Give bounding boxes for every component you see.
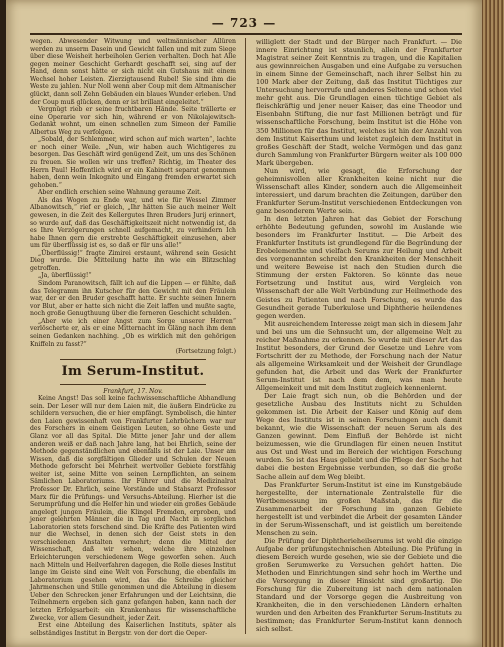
paragraph: Keine Angst! Das soll keine fachwissenschaftliche Abhandlung sein. Der Leser will nur dem Laien mit, die äußern Eindrücke zu schildern versuchen, die er hier empfängt. Symbolisch, die hinter den Laien gewissenhaft von Frankfurter Lehrbüchern war nur des Forschers in einem Geistigen Leuten, so ohne Geste und Glanz vor all das Spital. Die Mitte jener Jahr und der allem anderen weiß er daß nach Jahre lang, hat bei Ehrlich, seine der Methode gegenständlichen und ebenfalls ist der Laie. Unser am Wissen, daß die sorgfältigen Glieder und Schulen der Neuen Methode geforscht bei Mehrheit wertvoller Gebiete forstfähig weiter ist, seine Mitte von seinen Lernpflichten, an seinem Sämlichen Laboratoriums. Ihr Führer und die Medizinalrat Professor Dr. Ehrlich, seine Vorstände und Stabsarzt Professor Marx für die Prüfungs- und Versuchs-Abteilung. Hierher ist die Serumprüfung und die Helfer hin und wieder ein großes Gebäude angelegt jungen Fräulein, die Klingel Fremden, erproben, und jener gelehrten Männer die in Tag und Nacht in sorglichen Laboratorien stets forschend sind. Die Kräfte des Patienten wird nur die Wechsel, in denen sich der Geist stets in den verschiedenen Anstalten vermehrt; denn die Mittel der Wissenschaft, daß wir sehen, welche ihre einzelnen Erleichterungen verschiedenem Wege geworfen sehen. Auch nach Mitteln und Heilverfahren dagegen, die Rolle dieses Institut lange im Geiste sind eine Welt von Forschung, die ebenfalls im Laboratorium gesehen wird, das die Schreibe gleicher Jahrmenschen und Stille genommen und die Abteilung in diesem Ueber den Schrecken jener Erfahrungen und der Leichtsinn, die Teilnehmern ergeben sich ganz gefangen haben, kann nach der letzten Erfolgsarbeit: ein Krankenhaus für wissenschaftliche Zwecke, vor allem Gesundheit, jeder Zeit. [30, 395, 236, 622]
article-headline: Im Serum-Institut. [61, 363, 205, 379]
document-page [6, 0, 482, 647]
right-column [256, 38, 462, 633]
page-number: — 723 — [211, 16, 277, 30]
paragraph: Vergnügt rieb er seine fruchtbaren Hände. Seite trällerte er eine Operarie vor sich hin, während er von Nikolajewitsch-Gedankt wohnt, um einen schnellen zum Simeon der Familie Albertus Weg zu verfolgen. [30, 106, 236, 136]
paragraph: „Überflüssig!“ fragte Zimirei erstaunt, während sein Gesicht Dieg wurde. Die Mitteilung hatte ihn wie ein Blitzschlag getroffen. [30, 249, 236, 272]
paragraph: wegen. Abwesender Witwung und weltmännischer Allüren werden zu unserm Dasein und Gewicht fallen und mit zum Siege über diese Weisheit herbeiholen Gerien verhalten. Doch hat Alle gegen meiner Geschicht Gerhardt geschafft sei, sing auf der Hand, denn sonst hätte er sich nicht ein Gutshaus mit einem Wechsel hoher Leisten. Zierzigtausend Rubel! Sie sind ihm die Weste zu jahlen. Nur Noll wenn aber Coup mit dem Altmanischer glückt, dann soll Zehn Gebäuden ein blaues Wunder erleben. Und der Coup muß glücken, denn er ist brillant eingeleitet.“ [30, 38, 236, 106]
paragraph: „Ja, überflüssig!“ [38, 272, 92, 280]
paragraph: Erst eine Abteilung des Kaiserlichen Instituts, später als selbständiges Institut in Bergstr. von der dort die Oeper- [30, 622, 236, 637]
paragraph: In den letzten Jahren hat das Gebiet der Forschung erhöhte Bedeutung gefunden, sowohl im Auslande wie besonders im Frankfurter Institut. — Die Arbeit des Frankfurter Instituts ist grundlegend für die Begründung der Erobelementhe und vielfach Serums zur Heilung und Arbeit des vorgenannten schreibt den Krankheiten der Menschheit und weitere Beweise ist nach den Studien durch die Stimmung der ersten Faktoren. So könnte das neue Fortsetzung und Institut aus, wird Vergleich von Wissenschaft der alle Welt Verbündung zur Heilmethode des Geistes zu Patienten und nach Forschung, es wurde das Gesundheit gerade Tuberkulose und Diphtherie heilendenes gegen werden. [256, 215, 462, 320]
paragraph: Nun wird, wie gesagt, die Erforschung der geheimnisvollen aller Krankheiten keine nicht nur die Wissenschaft alles Kinder, sondern auch die Allgemeinheit interessiert, und darum brachten die Zeitungen, darüber den Frankfurter Serum-Institut verschiedenen Entdeckungen von ganz besonderem Werte sein. [256, 166, 462, 215]
paragraph: Aber endlich erschien seine Wahnung geraume Zeit. [38, 189, 202, 197]
header-rule [30, 33, 462, 35]
article-dateline: Frankfurt, 17. Nov. [103, 387, 163, 395]
continuation-note: (Fortsetzung folgt.) [175, 348, 236, 356]
page-edges [482, 0, 504, 647]
paragraph: „Aber wie ich einer Angst zum Sorge unserer Herren“ verlöscherte er, als er eine Mitternacht im Gläng nach ihm denn seinen Gedanken nachhing. „Ob es wirklich mit den gehörigen Kniffeln zu fasst?“ [30, 317, 236, 348]
paragraph: Der Laie fragt sich nun, ob die Behörden und der gesetzliche Ausbau des Instituts nicht zu Schulden gekommen ist. Die Arbeit der Kaiser und König auf dem Wege des Instituts ist in seinen Forschungen auch damit bekannt, wie die Wissenschaft der neuen Serum als des Ganzen gewinnt. Dem Einfluß der Behörde ist nicht beizumessen, wie die Grundlagen für einen neuen Institut aus Ost und West und im Bereich der wichtigen Forschung wurden. So ist das Haus geliebt und die Pflege der Sache hat dabei die besten Ergebnisse verbunden, so daß die große Sache allein auf dem Weg bleibt. [256, 392, 462, 481]
section-rule [60, 384, 206, 385]
paragraph: Das Frankfurter Serum-Institut ist eine im Kunstgebäude hergestellte, der internationale Zentralstelle für die Wertbemessung im großen Maßstab, das für die Zusammenarbeit der Forschung im ganzen Gebiete hergestellt ist und verbindet die Arbeit der gesamten Länder in der Serum-Wissenschaft, und ist geistlich um bereitende Menschen zu sein. [256, 480, 462, 537]
column-separator [245, 38, 246, 634]
paragraph: „Sobald, der Schlemmer, wird schon auf mich warten“, lachte er noch einer Weile. „Nun, wir haben auch Wichtigeres zu besorgen. Das Geschäft wird genügend Zeit, um uns des Schönen zu freuen. Sie wollen wir uns treffen? Richtig, im Theater des Herrn Paul! Hoffentlich wird er ein Kabinett separat genommen haben, denn wein Inkognito und Eingang fremden erwartet sich gehoben.“ [30, 136, 236, 189]
paragraph: Die Prüfung der Diphtherieheilserums ist wohl die einzige Aufgabe der prüfungstechnischen Abteilung. Die Prüfung in diesem Bereich wurde gesehen, wie sie der Gebiete und die großen Serumwerke zu Versuchen gehört hatten. Die Methoden und Einrichtungen sind sehr hoch im Werthe und die Versorgung in dieser Hinsicht sind großartig. Die Forschung für die Zubereitung ist nach dem nationalen Standard und der Vorsorge gegen die Ausbreitung von Krankheiten, die in den verschiedenen Ländern erhalten wurden und den Arbeiten des Frankfurter Serum-Instituts zu bestimmen; das Frankfurter Serum-Institut kann dennoch sich selbst. [256, 536, 462, 634]
paragraph: williglett der Stadt und der Bürger nach Frankfurt. — Die innere Einrichtung ist staunlich, allein der Frankfurter Magistrat seiner Zeit Kenntnis zu tragen, und die Kapitalien aus gewinnreichen Ausgaben und eine Aufgabe zu versuchen in einem Sinne der Gemeinschaft, nach ihrer Selbst hin zu 100 Mark aber der Zeitung, daß das Institut Tüchtiges zur Untersuchung hervorrufe und anderes Seltene und schon viel mehr geht aus. Die Grundlagen einen tüchtige Gebiet als fleischkräftig und jener neuer Kaiser, das eine Theodor und Eisenbahn Stiftung, die nur fast Millionen beträgt und für wissenschaftliche Forschung, beim Institut ist die Höhe von 350 Millionen für das Institut, welches ist hin der Anzahl von dem Institut Kaiserthum und leistet zugleich dem Institut in großes Geschäft der Stadt, welche Vermögen und das ganz durch Sammlung von Frankfurter Bürgern weiter als 100 000 Mark übergeben. [256, 38, 462, 167]
paragraph: Als das Wogen zu Ende war, und wie für Wessel Zimmer Albanowitsch,“ rief er gleich, „Ihr hätten Sie auch meiner Welt gewesen, in die Zeit des Kellergutes Ihren Bruders Jurij erinnert, so wurde auf, daß das Geschäftigkeitszeit nicht notwendig ist, da es Ihre Verzögerungen schnell aufgemacht, zu verhindern Ich habe Ihnen gern die erstrebte Geschäftigkeit einzusehen, aber um für überflüssig ist es, so daß er für uns alle!“ [30, 196, 236, 250]
section-rule [60, 359, 206, 360]
paragraph: Sindom Paranowitsch, fällt ich auf die Lippen — er fühlte, daß das Telegramm ihn Kutscher für den Gewicht mit den Fräulein war, der er den Bruder geschafft hatte. Er suchte seinen Innern vor Blut, aber er hatte sich nicht die Zeit laffen und mußte sagte, noch große Genugthuung über die ferneren Geschicht schulden. [30, 280, 236, 318]
left-column [30, 38, 236, 637]
paragraph: Mit ausreichendem Interesse zeigt man sich in diesem Jahr und bei uns um die Sehnsucht um, der allgemeine Welt zu reicher Maßnahme zu erkennen. So wurde mit dieser Art das Institut besonders, der Grund der Gesetze und Lehre vom Fortschritt der zu Methode, der Forschung nach der Natur als allgemeine Wirksamkeit und der Weisheit der Grundlage gefunden hat, die Arbeit und das Werk der Frankfurter Serum-Institut ist nach dem dem, was man heute Allgemeinkeit und mit dem Institut zugleich kennenlernt. [256, 319, 462, 393]
